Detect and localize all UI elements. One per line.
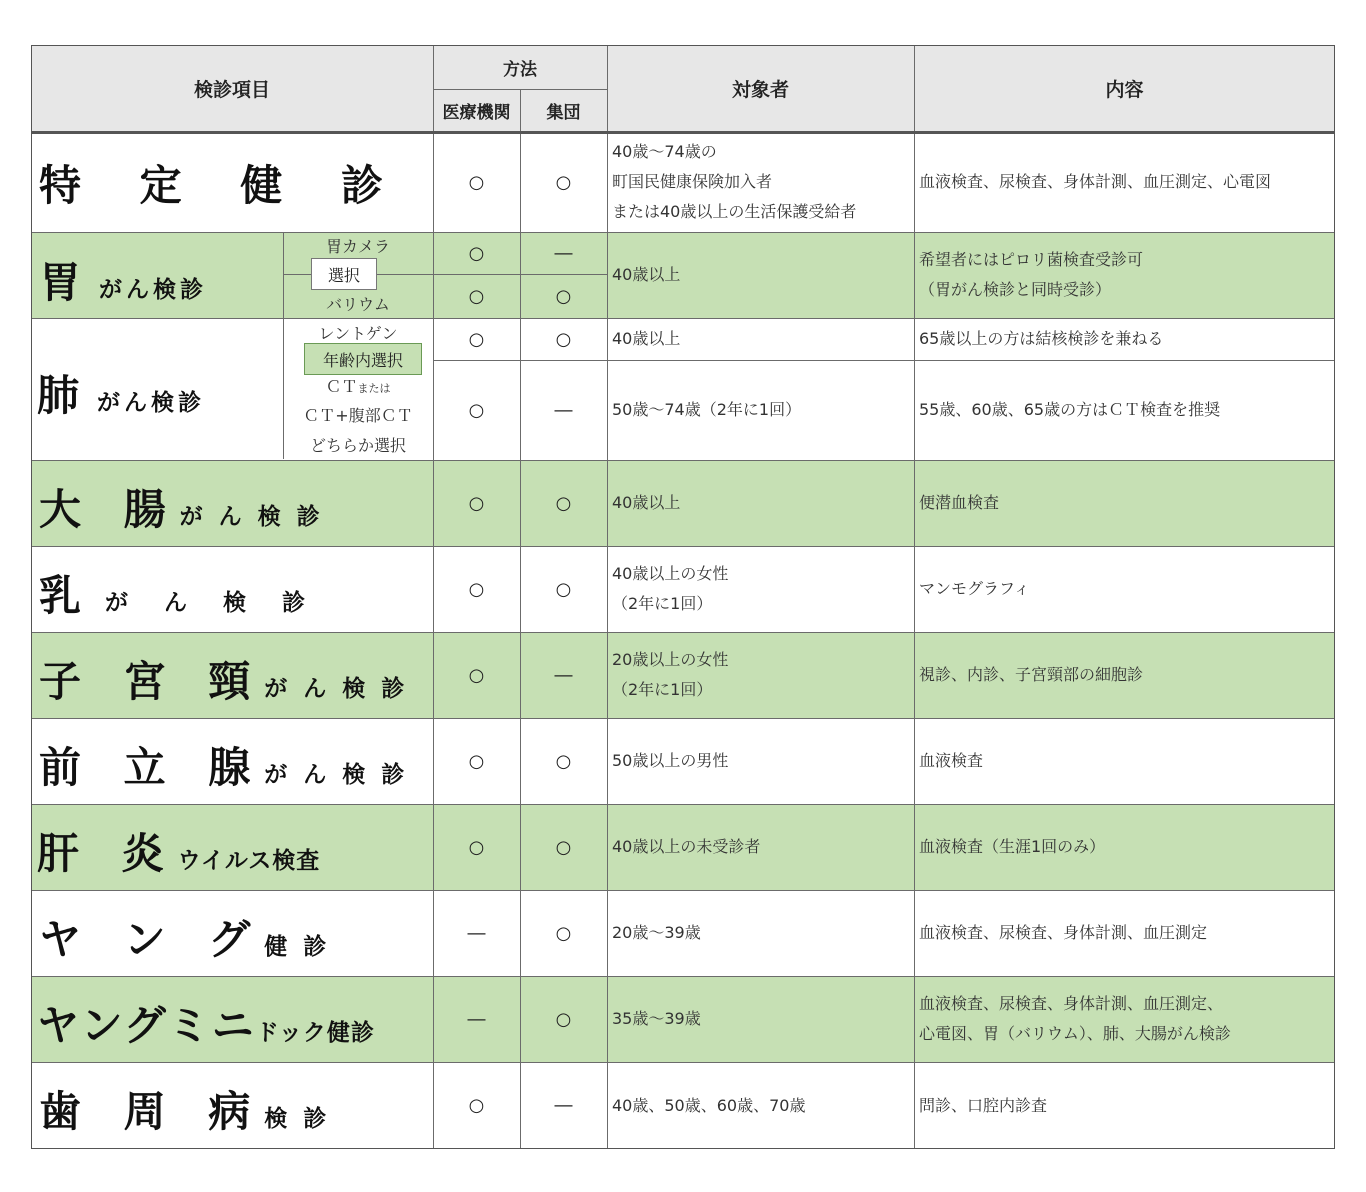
row-title-young: [39, 907, 330, 967]
content-cell-ct: 55歳、60歳、65歳の方はＣＴ検査を推奨: [919, 400, 1221, 419]
connector-line: [377, 274, 433, 275]
title-main: ヤングミニ: [37, 1001, 256, 1050]
title-main: 子 宮 頸: [39, 657, 265, 706]
content-cell: 血液検査、尿検査、身体計測、血圧測定、心電図: [919, 172, 1272, 191]
medical-mark: ○: [468, 171, 485, 193]
group-mark: ○: [555, 750, 572, 772]
ct-text: ＣＴ: [325, 377, 358, 396]
title-sub: ウイルス検査: [177, 848, 321, 874]
connector-line: [283, 274, 311, 275]
row-title-young-mini-dock: [37, 993, 375, 1053]
title-sub: がん検診: [99, 277, 208, 303]
title-main: 胃: [39, 258, 96, 307]
target-cell: 40歳以上: [612, 493, 681, 512]
content-cell: 血液検査、尿検査、身体計測、血圧測定: [919, 923, 1208, 942]
header-method: 方法: [503, 59, 537, 80]
group-mark: ―: [554, 664, 573, 686]
target-cell: 40歳以上の女性 （2年に1回）: [612, 564, 729, 613]
ct-or-text: または: [357, 382, 391, 395]
group-mark: ○: [555, 492, 572, 514]
title-sub: が ん 検 診: [105, 590, 320, 616]
title-sub: が ん 検 診: [264, 676, 409, 702]
target-cell: 40歳以上: [612, 265, 681, 284]
group-mark: ○: [555, 1008, 572, 1030]
target-cell-xray: 40歳以上: [612, 329, 681, 348]
row-title-cervical: [39, 649, 408, 709]
header-group: 集団: [546, 102, 581, 123]
medical-mark: ○: [468, 836, 485, 858]
group-mark-xray: ○: [555, 328, 572, 350]
header-medical: 医療機関: [442, 102, 511, 123]
medical-mark-xray: ○: [468, 328, 485, 350]
title-main: 肺: [37, 371, 94, 420]
target-cell: 20歳以上の女性 （2年に1回）: [612, 650, 729, 699]
group-mark: ○: [555, 922, 572, 944]
medical-mark-camera: ○: [468, 242, 485, 264]
medical-mark-ct: ○: [468, 399, 485, 421]
medical-mark-barium: ○: [468, 285, 485, 307]
medical-mark: ○: [468, 492, 485, 514]
content-cell: 問診、口腔内診査: [919, 1095, 1048, 1115]
medical-mark: ―: [467, 1008, 486, 1030]
title-main: 歯 周 病: [39, 1087, 265, 1136]
content-cell: 希望者にはピロリ菌検査受診可 （胃がん検診と同時受診）: [919, 250, 1144, 299]
row-title-specific-checkup: [39, 153, 405, 213]
target-cell: 50歳以上の男性: [612, 751, 729, 770]
row-title-periodontal: [39, 1079, 330, 1139]
content-cell: 便潜血検査: [919, 493, 1000, 512]
target-cell: 40歳～74歳の 町国民健康保険加入者 または40歳以上の生活保護受給者: [612, 142, 857, 221]
medical-mark: ―: [467, 922, 486, 944]
target-cell: 40歳、50歳、60歳、70歳: [612, 1095, 806, 1115]
stomach-camera-label: 胃カメラ: [325, 237, 390, 256]
row-title-colon: [39, 477, 324, 537]
title-sub: が ん 検 診: [179, 504, 324, 530]
header-content: 内容: [1105, 78, 1144, 101]
row-title-prostate: [39, 735, 408, 795]
title-main: 特 定 健 診: [39, 161, 405, 210]
group-mark: ○: [555, 171, 572, 193]
target-cell-ct: 50歳～74歳（2年に1回）: [612, 400, 802, 419]
title-main: 大 腸: [39, 485, 180, 534]
title-main: 乳: [39, 571, 106, 620]
row-title-hepatitis: [37, 821, 320, 881]
group-mark-barium: ○: [555, 285, 572, 307]
row-title-breast: [39, 563, 319, 623]
title-sub: 検 診: [264, 1106, 331, 1132]
title-sub: がん検診: [97, 390, 206, 416]
group-mark-camera: ―: [554, 242, 573, 264]
content-cell: 血液検査: [919, 751, 984, 770]
title-main: ヤ ン グ: [39, 915, 265, 964]
target-cell: 40歳以上の未受診者: [612, 837, 761, 856]
content-cell: マンモグラフィ: [919, 579, 1030, 598]
stomach-select-box: 選択: [311, 258, 377, 290]
group-mark: ―: [554, 1095, 573, 1116]
medical-mark: ○: [468, 578, 485, 600]
lung-ct-abdomen-label: ＣＴ+腹部ＣＴ: [303, 406, 413, 425]
target-cell: 20歳～39歳: [612, 923, 701, 942]
lung-age-select-box: 年齢内選択: [304, 343, 422, 375]
title-main: 肝 炎: [37, 829, 178, 878]
title-sub: ドック健診: [255, 1020, 375, 1046]
title-sub: が ん 検 診: [264, 762, 409, 788]
medical-mark: ○: [468, 664, 485, 686]
stomach-barium-label: バリウム: [326, 295, 390, 314]
lung-xray-label: レントゲン: [318, 324, 398, 343]
row-title-lung: [37, 363, 205, 423]
medical-mark: ○: [468, 1095, 485, 1116]
screening-table: [31, 45, 1335, 1149]
row-title-stomach: [39, 250, 207, 310]
group-mark: ○: [555, 836, 572, 858]
content-cell: 血液検査、尿検査、身体計測、血圧測定、 心電図、胃（バリウム）、肺、大腸がん検診: [919, 994, 1231, 1043]
group-mark-ct: ―: [554, 399, 573, 421]
target-cell: 35歳～39歳: [612, 1009, 701, 1028]
lung-choose-label: どちらか選択: [309, 436, 406, 455]
medical-mark: ○: [468, 750, 485, 772]
title-sub: 健 診: [264, 934, 331, 960]
content-cell-xray: 65歳以上の方は結核検診を兼ねる: [919, 329, 1164, 348]
title-main: 前 立 腺: [39, 743, 265, 792]
content-cell: 血液検査（生涯1回のみ）: [919, 837, 1106, 856]
content-cell: 視診、内診、子宮頸部の細胞診: [919, 665, 1144, 684]
header-item: 検診項目: [193, 78, 270, 101]
group-mark: ○: [555, 578, 572, 600]
lung-ct-label: [283, 374, 433, 397]
header-target: 対象者: [731, 78, 789, 101]
